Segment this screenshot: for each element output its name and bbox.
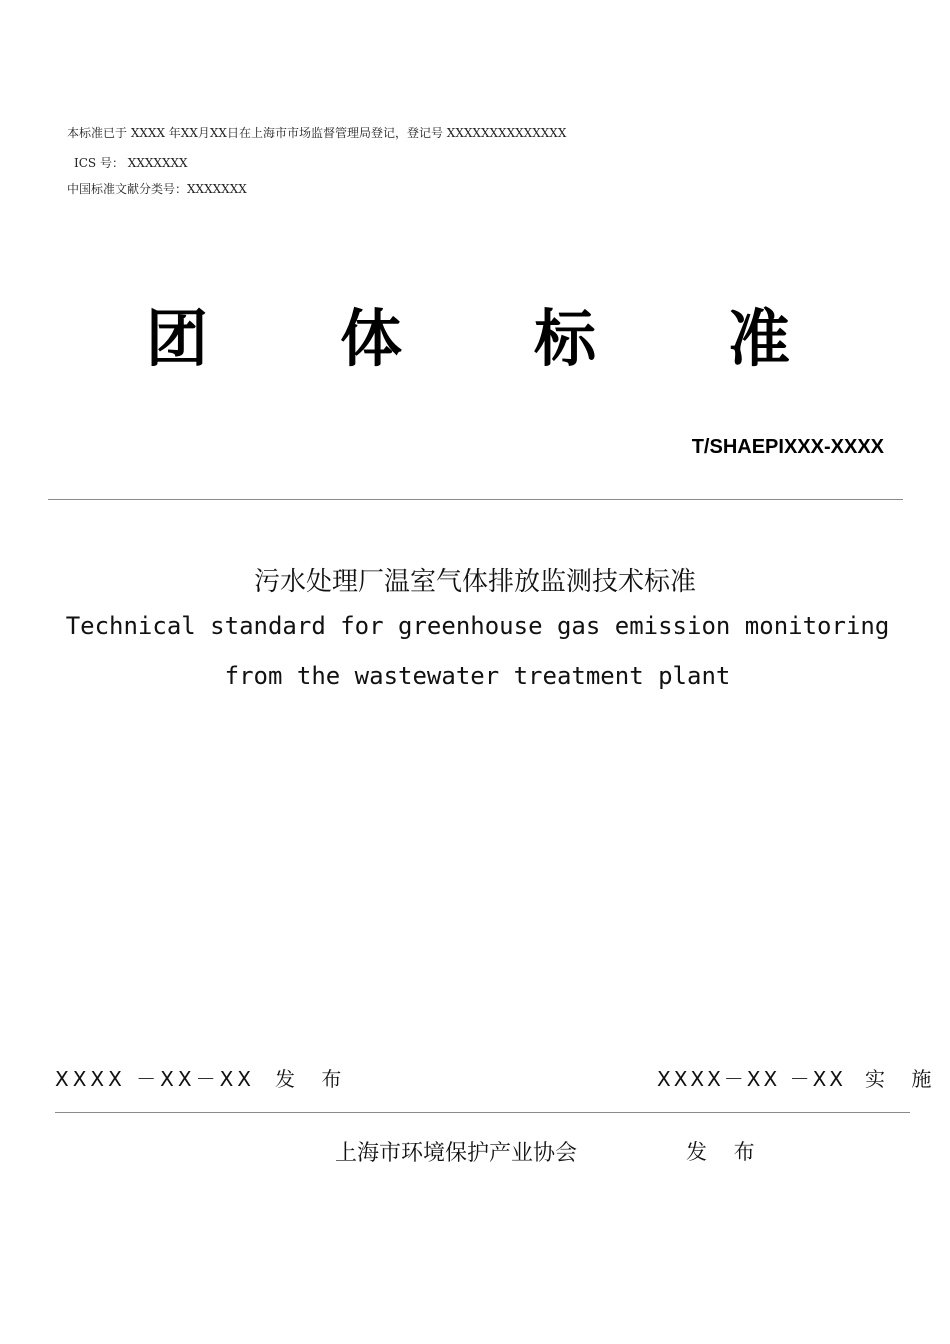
publisher-label: 发 布 (686, 1140, 765, 1164)
publish-label: 发 布 (275, 1067, 352, 1091)
implement-date: XXXX－XX －XX (657, 1067, 846, 1091)
top-divider (48, 499, 903, 500)
heading-char-1: 团 (146, 302, 209, 375)
heading-char-2: 体 (340, 302, 403, 375)
bottom-divider (55, 1112, 910, 1113)
standard-title-en-line1: Technical standard for greenhouse gas emission monitoring (65, 612, 890, 640)
standard-title-cn: 污水处理厂温室气体排放监测技术标准 (253, 567, 696, 597)
ics-number: ICS 号： XXXXXXX (74, 156, 188, 170)
ccs-classification: 中国标准文献分类号：XXXXXXX (67, 182, 247, 196)
publish-date: XXXX －XX－XX (55, 1067, 255, 1091)
standard-title-en-line2: from the wastewater treatment plant (224, 662, 731, 690)
registration-note: 本标准已于 XXXX 年XX月XX日在上海市市场监督管理局登记，登记号 XXXXXXXXXXXXXX (67, 126, 567, 140)
heading-char-3: 标 (534, 302, 597, 375)
heading-char-4: 准 (728, 302, 791, 375)
standard-number: T/SHAEPIXXX-XXXX (691, 436, 884, 458)
implement-label: 实 施 (865, 1067, 942, 1091)
publisher-organization: 上海市环境保护产业协会 (335, 1141, 578, 1166)
